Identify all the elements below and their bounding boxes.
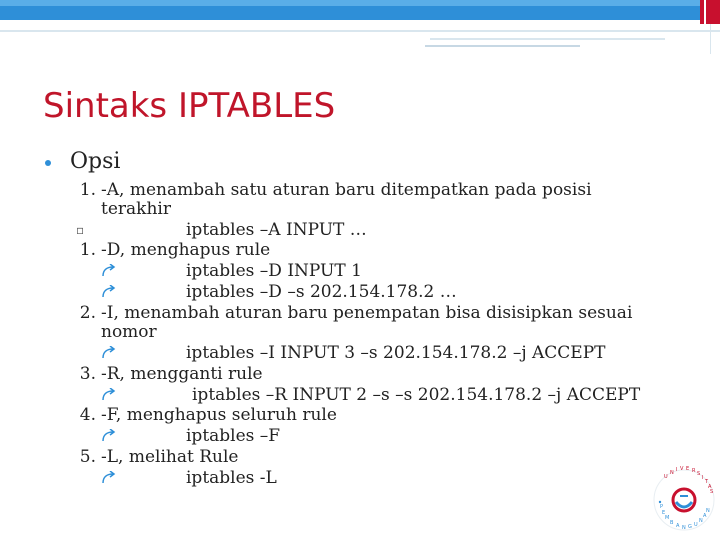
svg-text:T: T bbox=[705, 479, 709, 485]
svg-text:N: N bbox=[706, 508, 710, 514]
item-text: -R, mengganti rule bbox=[101, 364, 263, 384]
decor-stripe bbox=[430, 38, 665, 40]
bullet-dot-icon bbox=[45, 160, 51, 166]
top-banner-blue-highlight bbox=[0, 0, 700, 6]
svg-text:S: S bbox=[697, 471, 701, 477]
code-text: iptables –A INPUT … bbox=[186, 220, 367, 240]
svg-text:U: U bbox=[664, 474, 668, 480]
top-banner bbox=[0, 0, 720, 24]
code-text: iptables -L bbox=[186, 468, 277, 488]
svg-text:E: E bbox=[686, 466, 690, 472]
svg-text:E: E bbox=[662, 510, 666, 516]
svg-text:A: A bbox=[676, 523, 680, 529]
university-logo-icon bbox=[650, 462, 718, 534]
item-text: -D, menghapus rule bbox=[101, 240, 271, 260]
decor-line bbox=[710, 24, 711, 54]
arrow-hook-icon bbox=[101, 471, 119, 485]
svg-text:M: M bbox=[665, 515, 670, 521]
item-number: 3. bbox=[79, 364, 96, 384]
svg-text:P: P bbox=[660, 504, 664, 510]
svg-text:R: R bbox=[692, 468, 696, 474]
svg-text:B: B bbox=[670, 520, 674, 526]
arrow-hook-icon bbox=[101, 388, 119, 402]
item-text: -A, menambah satu aturan baru ditempatkan pada posisi bbox=[101, 180, 592, 200]
item-text: terakhir bbox=[101, 199, 171, 219]
item-text: -I, menambah aturan baru penempatan bisa disisipkan sesuai bbox=[101, 303, 633, 323]
decor-stripe bbox=[425, 45, 580, 47]
item-number: 1. bbox=[79, 180, 96, 200]
svg-text:N: N bbox=[699, 518, 703, 524]
svg-text:A: A bbox=[708, 484, 712, 490]
code-text: iptables –I INPUT 3 –s 202.154.178.2 –j ACCEPT bbox=[186, 343, 606, 363]
code-text: iptables –D –s 202.154.178.2 … bbox=[186, 282, 457, 302]
item-number: 1. bbox=[79, 240, 96, 260]
svg-text:N: N bbox=[682, 525, 686, 531]
item-text: nomor bbox=[101, 322, 157, 342]
arrow-hook-icon bbox=[101, 264, 119, 278]
top-banner-red bbox=[700, 0, 720, 24]
svg-text:U: U bbox=[694, 522, 698, 528]
arrow-hook-icon bbox=[101, 346, 119, 360]
item-text: -F, menghapus seluruh rule bbox=[101, 405, 337, 425]
item-number: 4. bbox=[79, 405, 96, 425]
top-banner-divider bbox=[704, 0, 706, 24]
svg-text:G: G bbox=[688, 524, 692, 530]
arrow-hook-icon bbox=[101, 429, 119, 443]
code-text: iptables –F bbox=[186, 426, 281, 446]
item-number: 2. bbox=[79, 303, 96, 323]
bullet-opsi: Opsi bbox=[70, 149, 121, 174]
arrow-hook-icon bbox=[101, 285, 119, 299]
square-bullet-icon: ▫ bbox=[76, 223, 85, 237]
code-text: iptables –R INPUT 2 –s –s 202.154.178.2 –j ACCEPT bbox=[192, 385, 641, 405]
item-number: 5. bbox=[79, 447, 96, 467]
item-text: -L, melihat Rule bbox=[101, 447, 239, 467]
svg-text:N: N bbox=[670, 470, 674, 476]
decor-stripe bbox=[0, 30, 720, 32]
svg-text:A: A bbox=[703, 513, 707, 519]
svg-text:V: V bbox=[680, 466, 684, 472]
code-text: iptables –D INPUT 1 bbox=[186, 261, 362, 281]
svg-text:S: S bbox=[710, 489, 714, 495]
svg-text:I: I bbox=[676, 467, 678, 473]
svg-text:I: I bbox=[702, 475, 704, 481]
slide-title: Sintaks IPTABLES bbox=[43, 86, 336, 126]
